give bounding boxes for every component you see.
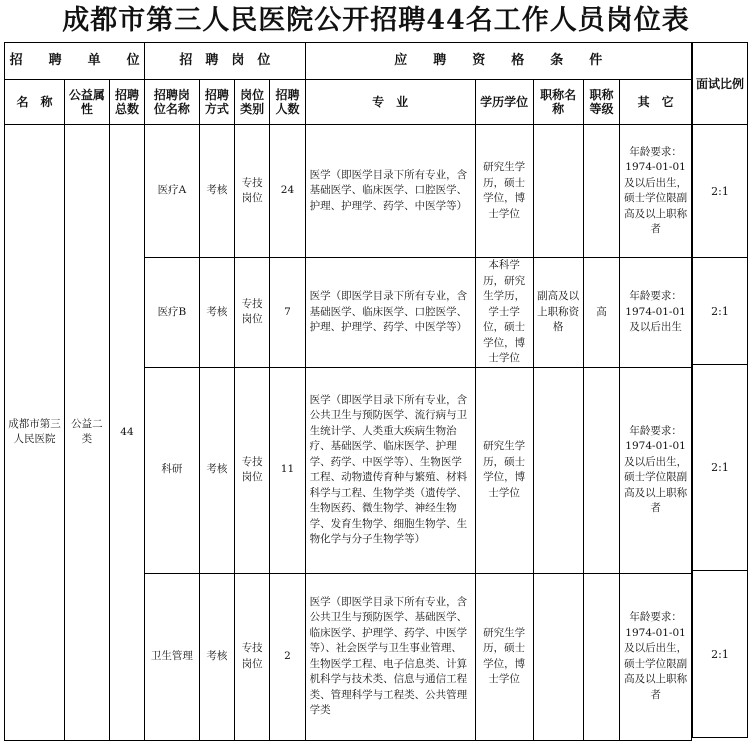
- interview-ratio: 2:1: [693, 571, 748, 738]
- header-col-count: 招聘人数: [270, 80, 305, 125]
- post-category: 专技岗位: [235, 573, 270, 740]
- post-name: 科研: [145, 367, 200, 573]
- post-category: 专技岗位: [235, 258, 270, 368]
- header-col-major: 专 业: [305, 80, 475, 125]
- header-col-post-name: 招聘岗位名称: [145, 80, 200, 125]
- post-method: 考核: [199, 258, 234, 368]
- post-count: 11: [270, 367, 305, 573]
- post-method: 考核: [199, 125, 234, 258]
- post-category: 专技岗位: [235, 125, 270, 258]
- post-degree: 研究生学历，硕士学位，博士学位: [475, 573, 533, 740]
- post-title-name: [533, 125, 583, 258]
- unit-nature: 公益二类: [64, 125, 109, 741]
- post-method: 考核: [199, 573, 234, 740]
- positions-table: [4, 42, 692, 741]
- post-title-name: 副高及以上职称资格: [533, 258, 583, 368]
- header-col-title-name: 职称名称: [533, 80, 583, 125]
- post-other: 年龄要求：1974-01-01及以后出生，硕士学位限副高及以上职称者: [620, 367, 692, 573]
- post-count: 24: [270, 125, 305, 258]
- header-group-unit: 招 聘 单 位: [5, 43, 145, 80]
- post-other: 年龄要求：1974-01-01及以后出生: [620, 258, 692, 368]
- post-count: 7: [270, 258, 305, 368]
- post-degree: 研究生学历，硕士学位，博士学位: [475, 125, 533, 258]
- header-col-category: 岗位类别: [235, 80, 270, 125]
- interview-ratio: 2:1: [693, 258, 748, 365]
- post-count: 2: [270, 573, 305, 740]
- interview-ratio-column: [692, 42, 748, 738]
- post-major: 医学（即医学目录下所有专业，含公共卫生与预防医学、流行病与卫生统计学、人类重大疾病生物治疗、基础医学、临床医学、护理学、药学、中医学等）、生物医学工程、动物遗传育种与繁殖、材料科学与工程、生物学类（遗传学、生物医药、微生物学、神经生物学、发育生物学、细胞生物学、生物化学与分子生物学等）: [305, 367, 475, 573]
- header-col-nature: 公益属性: [64, 80, 109, 125]
- header-col-method: 招聘方式: [199, 80, 234, 125]
- post-degree: 本科学历，研究生学历，学士学位，硕士学位，博士学位: [475, 258, 533, 368]
- post-title-name: [533, 573, 583, 740]
- page-title: 成都市第三人民医院公开招聘44名工作人员岗位表: [62, 5, 690, 36]
- header-col-total: 招聘总数: [109, 80, 144, 125]
- post-other: 年龄要求：1974-01-01及以后出生，硕士学位限副高及以上职称者: [620, 573, 692, 740]
- post-other: 年龄要求：1974-01-01及以后出生，硕士学位限副高及以上职称者: [620, 125, 692, 258]
- post-name: 医疗B: [145, 258, 200, 368]
- post-degree: 研究生学历，硕士学位，博士学位: [475, 367, 533, 573]
- interview-ratio: 2:1: [693, 365, 748, 571]
- header-group-row: [5, 43, 692, 80]
- interview-ratio: 2:1: [693, 125, 748, 258]
- post-major: 医学（即医学目录下所有专业，含公共卫生与预防医学、基础医学、临床医学、护理学、药学、中医学等）、社会医学与卫生事业管理、生物医学工程、电子信息类、计算机科学与技术类、信息与通信工程类、管理科学与工程类、公共管理学类: [305, 573, 475, 740]
- header-col-name: 名 称: [5, 80, 65, 125]
- post-title-level: 高: [583, 258, 619, 368]
- post-title-level: [583, 367, 619, 573]
- post-method: 考核: [199, 367, 234, 573]
- header-column-row: [5, 80, 692, 125]
- post-category: 专技岗位: [235, 367, 270, 573]
- header-col-other: 其 它: [620, 80, 692, 125]
- header-col-degree: 学历学位: [475, 80, 533, 125]
- post-title-level: [583, 125, 619, 258]
- post-name: 医疗A: [145, 125, 200, 258]
- header-group-post: 招 聘 岗 位: [145, 43, 305, 80]
- post-major: 医学（即医学目录下所有专业，含基础医学、临床医学、口腔医学、护理、护理学、药学、中医学等）: [305, 125, 475, 258]
- unit-name: 成都市第三人民医院: [5, 125, 65, 741]
- unit-total: 44: [109, 125, 144, 741]
- header-col-title-level: 职称等级: [583, 80, 619, 125]
- post-title-name: [533, 367, 583, 573]
- header-group-requirements: 应 聘 资 格 条 件: [305, 43, 691, 80]
- post-name: 卫生管理: [145, 573, 200, 740]
- post-title-level: [583, 573, 619, 740]
- table-row: [5, 125, 692, 258]
- post-major: 医学（即医学目录下所有专业，含基础医学、临床医学、口腔医学、护理、护理学、药学、中医学等）: [305, 258, 475, 368]
- header-col-interview-ratio: 面试比例: [693, 43, 748, 125]
